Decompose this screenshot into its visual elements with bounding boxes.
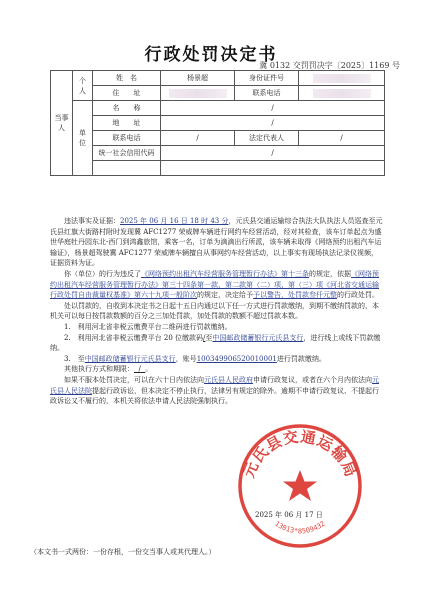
id-label: 身份证件号 [235, 71, 299, 86]
penalty-content: 予以警告，处罚款叁仟元整 [253, 291, 337, 300]
payment-terms-paragraph: 处以罚款的，自收到本决定书之日起十五日内通过以下任一方式进行罚款缴纳，到期不缴纳罚款的，本机关可以每日按罚款数额的百分之三加处罚款，加处罚款的数额不超过罚款本数。 [50, 301, 379, 321]
payment-method-3: 3. 至中国邮政储蓄银行元氏县支行，账号100349906520010001进行罚款缴纳。 [64, 354, 326, 363]
credit-code-value: / [161, 146, 385, 161]
unit-phone-value: / [161, 131, 235, 146]
violated-law: 《网络预约出租汽车经营服务管理暂行办法》第十三条 [141, 269, 309, 278]
payment-bank: 中国邮政储蓄银行元氏县支行 [84, 354, 176, 363]
sign-date: 2025 年 06 月 17 日 [255, 511, 323, 519]
star-icon [283, 470, 317, 501]
violation-date: 2025 年 06 月 16 日 18 时 43 分 [120, 217, 229, 225]
unit-label: 单位 [73, 101, 93, 176]
bank-account: 100349906520010001 [196, 354, 277, 363]
legal-rep-label: 法定代表人 [235, 131, 299, 146]
seal-code: 13013*8509432 [273, 519, 327, 536]
penalty-law: 《网络预约出租汽车经营服务管理暂行办法》第三十四条第一款、第二款第（二）项、第（三）项《河北省交通运输行政处罚自由裁量权基准》第六十九项一般阶次 [50, 269, 379, 300]
facts-paragraph: 违法事实及证据：2025 年 06 月 16 日 18 时 43 分，元氏县交通运输综合执法大队执法人员巡查至元氏县红旗大街路村附时发现冀 AFC1277 荣威牌车辆进行网约车经营活动，经对其检查，该车订单起点为盛世华庭牡丹园东北-西门到鸿鑫旅馆，乘客一名，订单为滴滴出行所派，该车辆未取得《网络预约出租汽车运输证》，杨景超驾驶冀 AFC1277 荣威牌车辆擅自从事网约车经营活动，以上事实有现场执法记录仪视频，证据资料为证。 [50, 217, 383, 268]
party-info-table [50, 70, 385, 176]
court: 元氏县人民法院 [50, 375, 379, 395]
empty-cell [93, 161, 161, 176]
official-seal-stamp [232, 418, 368, 554]
name-value: 杨景超 [161, 71, 235, 86]
unit-name-value: / [161, 101, 385, 116]
unit-name-label: 名 称 [93, 101, 161, 116]
review-authority: 元氏县人民政府 [204, 375, 253, 384]
document-title: 行政处罚决定书 [144, 45, 278, 65]
party-label: 当事人 [51, 71, 73, 176]
other-methods: 其他执行方式和期限： / 。 [64, 365, 153, 374]
unit-address-value: / [161, 116, 385, 131]
document-body [50, 216, 384, 407]
payment-method-1: 1. 利用河北省非税云缴费平台二维码进行罚款缴纳。 [64, 322, 232, 331]
name-label: 姓 名 [93, 71, 161, 86]
id-value-redacted [299, 71, 385, 86]
phone-value-redacted [299, 86, 385, 101]
payment-method-2: 2. 利用河北省非税云缴费平台 20 位缴款码/至中国邮政储蓄银行元氏县支行，进行线上或线下罚款缴纳。 [50, 333, 381, 353]
empty-cell [161, 161, 385, 176]
phone-label: 联系电话 [235, 86, 299, 101]
legal-basis-paragraph: 你（单位）的行为违反了《网络预约出租汽车经营服务管理暂行办法》第十三条的规定，依据《网络预约出租汽车经营服务管理暂行办法》第三十四条第一款、第二款第（二）项、第（三）项《河北省交通运输行政处罚自由裁量权基准》第六十九项一般阶次的规定，决定给予予以警告，处罚款叁仟元整的行政处罚。 [50, 269, 379, 300]
address-value-redacted [161, 86, 235, 101]
individual-label: 个人 [73, 71, 93, 101]
address-label: 住 址 [93, 86, 161, 101]
footer-note: （本文书一式两份：一份存根，一份交当事人或其代理人。） [30, 548, 216, 556]
legal-rep-value: / [299, 131, 385, 146]
payment-bank: 中国邮政储蓄银行元氏县支行 [212, 333, 304, 342]
document-number: 冀 0132 交罚罚决字〔2025〕1169 号 [259, 61, 400, 70]
seal-text: 元氏县交通运输局 [239, 427, 361, 481]
unit-address-label: 地 址 [93, 116, 161, 131]
credit-code-label: 统一社会信用代码 [93, 146, 161, 161]
unit-phone-label: 联系电话 [93, 131, 161, 146]
appeal-paragraph: 如果不服本处罚决定，可以在六十日内依法向元氏县人民政府申请行政复议，或者在六个月内依法向元氏县人民法院提起行政诉讼，但本决定不停止执行，法律另有规定的除外。逾期不申请行政复议、不提起行政诉讼又不履行的，本机关将依法申请人民法院强制执行。 [50, 375, 379, 406]
